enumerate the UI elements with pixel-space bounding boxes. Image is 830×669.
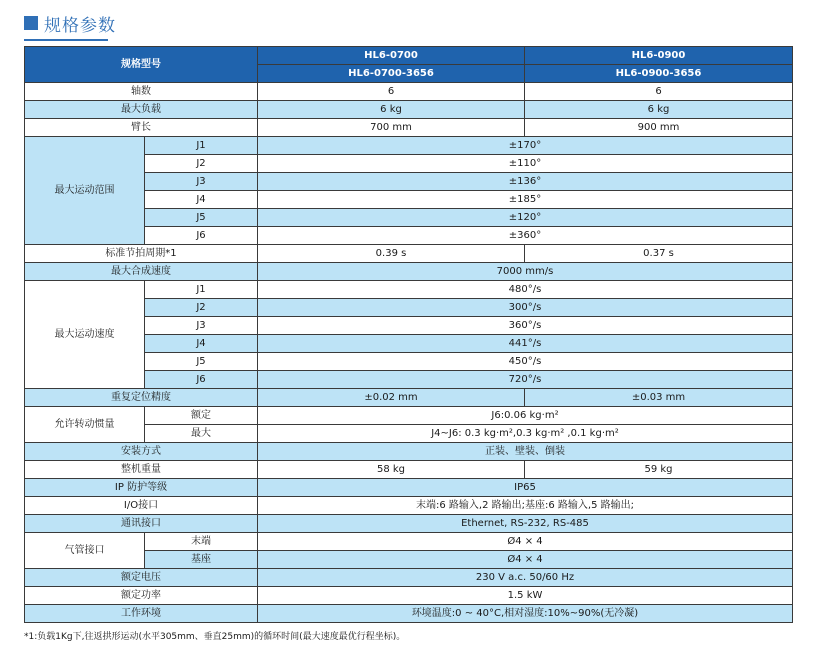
value-a: ±0.02 mm bbox=[258, 389, 525, 407]
row-label: 重复定位精度 bbox=[25, 389, 258, 407]
row-value: IP65 bbox=[258, 479, 793, 497]
row-value: 末端:6 路输入,2 路输出;基座:6 路输入,5 路输出; bbox=[258, 497, 793, 515]
row-axes bbox=[25, 83, 793, 101]
row-max-speed bbox=[25, 263, 793, 281]
joint-value: 720°/s bbox=[258, 371, 793, 389]
row-value: J4~J6: 0.3 kg·m²,0.3 kg·m² ,0.1 kg·m² bbox=[258, 425, 793, 443]
row-max-load bbox=[25, 101, 793, 119]
joint-label: J5 bbox=[145, 353, 258, 371]
row-power bbox=[25, 587, 793, 605]
row-value: Ø4 × 4 bbox=[258, 533, 793, 551]
row-weight bbox=[25, 461, 793, 479]
joint-label: J3 bbox=[145, 173, 258, 191]
joint-value: ±185° bbox=[258, 191, 793, 209]
header-row-1 bbox=[25, 47, 793, 65]
row-inertia-rated bbox=[25, 407, 793, 425]
model-a: HL6-0700 bbox=[258, 47, 525, 65]
model-b: HL6-0900 bbox=[525, 47, 793, 65]
row-value: Ø4 × 4 bbox=[258, 551, 793, 569]
value-a: 0.39 s bbox=[258, 245, 525, 263]
section-title: 规格参数 bbox=[44, 16, 116, 36]
model-label: 规格型号 bbox=[25, 47, 258, 83]
spec-table bbox=[24, 46, 793, 623]
row-label: IP 防护等级 bbox=[25, 479, 258, 497]
section-header bbox=[24, 10, 806, 42]
row-cycle-time bbox=[25, 245, 793, 263]
value-b: 0.37 s bbox=[525, 245, 793, 263]
joint-value: ±110° bbox=[258, 155, 793, 173]
row-value: 7000 mm/s bbox=[258, 263, 793, 281]
joint-label: J6 bbox=[145, 227, 258, 245]
group-label: 气管接口 bbox=[25, 533, 145, 569]
title-square-icon bbox=[24, 16, 38, 30]
row-speed-j1 bbox=[25, 281, 793, 299]
joint-value: 441°/s bbox=[258, 335, 793, 353]
row-value: 1.5 kW bbox=[258, 587, 793, 605]
joint-value: 450°/s bbox=[258, 353, 793, 371]
row-value: 230 V a.c. 50/60 Hz bbox=[258, 569, 793, 587]
title-underline bbox=[24, 39, 108, 41]
joint-value: ±136° bbox=[258, 173, 793, 191]
group-label: 允许转动惯量 bbox=[25, 407, 145, 443]
value-b: ±0.03 mm bbox=[525, 389, 793, 407]
sub-label: 最大 bbox=[145, 425, 258, 443]
row-label: 安装方式 bbox=[25, 443, 258, 461]
row-label: 轴数 bbox=[25, 83, 258, 101]
row-label: 臂长 bbox=[25, 119, 258, 137]
row-label: 最大负载 bbox=[25, 101, 258, 119]
value-b: 6 bbox=[525, 83, 793, 101]
joint-value: 300°/s bbox=[258, 299, 793, 317]
joint-label: J6 bbox=[145, 371, 258, 389]
row-comm bbox=[25, 515, 793, 533]
joint-label: J2 bbox=[145, 155, 258, 173]
joint-value: ±360° bbox=[258, 227, 793, 245]
row-mounting bbox=[25, 443, 793, 461]
row-label: 最大合成速度 bbox=[25, 263, 258, 281]
row-env bbox=[25, 605, 793, 623]
value-b: 900 mm bbox=[525, 119, 793, 137]
value-a: 58 kg bbox=[258, 461, 525, 479]
row-value: 正装、壁装、倒装 bbox=[258, 443, 793, 461]
row-ip bbox=[25, 479, 793, 497]
joint-label: J4 bbox=[145, 191, 258, 209]
row-arm-length bbox=[25, 119, 793, 137]
sub-label: 末端 bbox=[145, 533, 258, 551]
value-a: 6 bbox=[258, 83, 525, 101]
joint-value: ±170° bbox=[258, 137, 793, 155]
value-b: 6 kg bbox=[525, 101, 793, 119]
joint-value: 480°/s bbox=[258, 281, 793, 299]
row-value: J6:0.06 kg·m² bbox=[258, 407, 793, 425]
row-range-j1 bbox=[25, 137, 793, 155]
joint-value: ±120° bbox=[258, 209, 793, 227]
value-a: 6 kg bbox=[258, 101, 525, 119]
joint-label: J2 bbox=[145, 299, 258, 317]
row-value: 环境温度:0 ~ 40°C,相对湿度:10%~90%(无冷凝) bbox=[258, 605, 793, 623]
row-label: 通讯接口 bbox=[25, 515, 258, 533]
group-label: 最大运动范围 bbox=[25, 137, 145, 245]
row-repeatability bbox=[25, 389, 793, 407]
joint-label: J3 bbox=[145, 317, 258, 335]
value-b: 59 kg bbox=[525, 461, 793, 479]
row-value: Ethernet, RS-232, RS-485 bbox=[258, 515, 793, 533]
model-a-sub: HL6-0700-3656 bbox=[258, 65, 525, 83]
sub-label: 额定 bbox=[145, 407, 258, 425]
joint-label: J5 bbox=[145, 209, 258, 227]
row-io bbox=[25, 497, 793, 515]
row-label: 整机重量 bbox=[25, 461, 258, 479]
row-voltage bbox=[25, 569, 793, 587]
row-air-end bbox=[25, 533, 793, 551]
footnote: *1:负载1Kg下,往返拱形运动(水平305mm、垂直25mm)的循环时间(最大速度最优行程坐标)。 bbox=[24, 632, 406, 642]
row-label: 标准节拍周期*1 bbox=[25, 245, 258, 263]
sub-label: 基座 bbox=[145, 551, 258, 569]
value-a: 700 mm bbox=[258, 119, 525, 137]
row-label: I/O接口 bbox=[25, 497, 258, 515]
row-label: 额定电压 bbox=[25, 569, 258, 587]
row-label: 额定功率 bbox=[25, 587, 258, 605]
joint-label: J1 bbox=[145, 281, 258, 299]
model-b-sub: HL6-0900-3656 bbox=[525, 65, 793, 83]
joint-label: J4 bbox=[145, 335, 258, 353]
group-label: 最大运动速度 bbox=[25, 281, 145, 389]
joint-label: J1 bbox=[145, 137, 258, 155]
joint-value: 360°/s bbox=[258, 317, 793, 335]
row-label: 工作环境 bbox=[25, 605, 258, 623]
